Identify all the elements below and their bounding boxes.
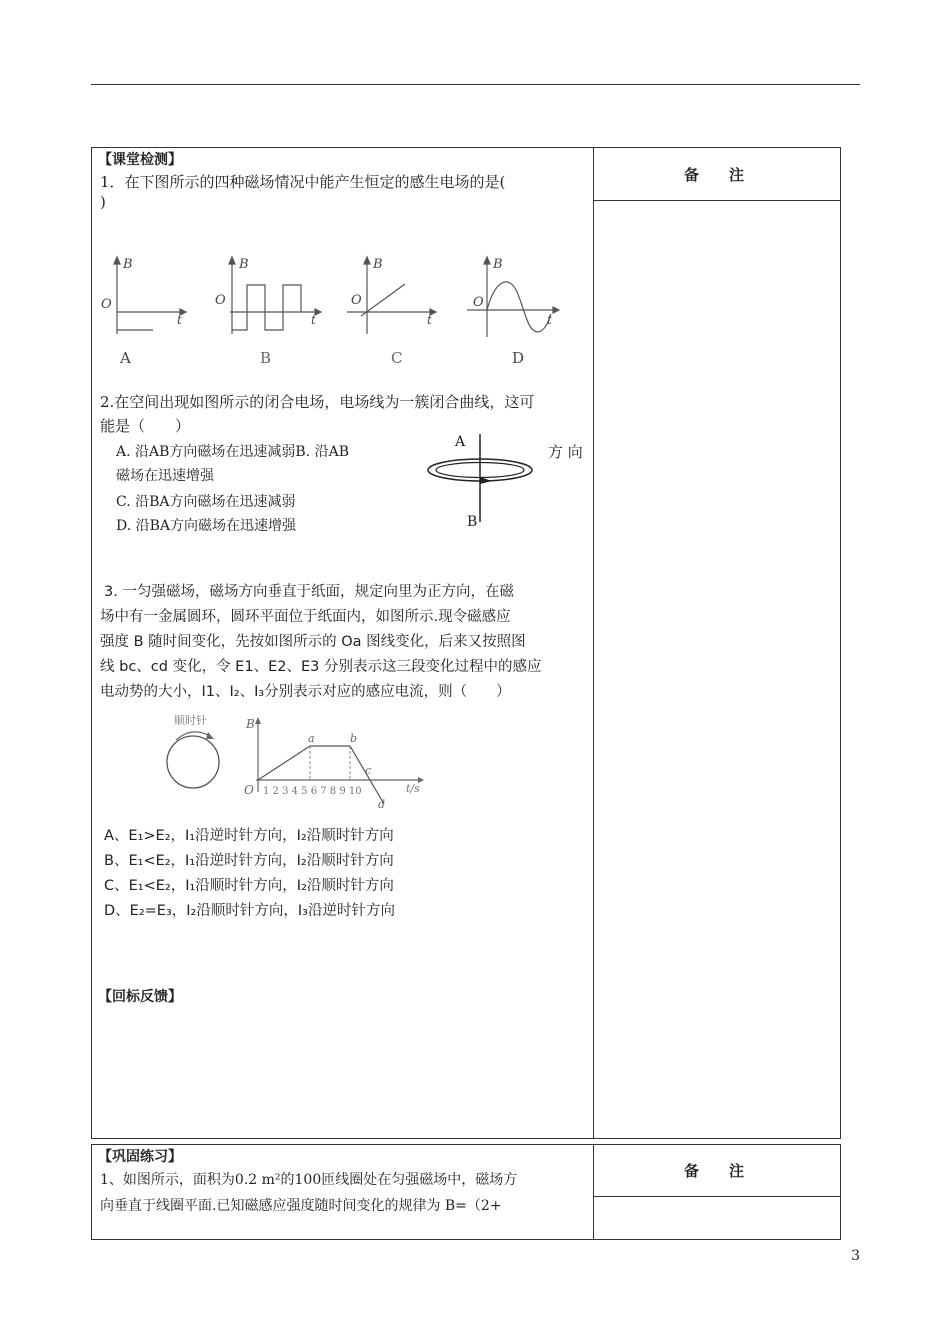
q3-point-c: c <box>365 764 372 777</box>
column-divider-2 <box>593 1144 594 1240</box>
graph-d-b-label: B <box>493 257 503 272</box>
page-number: 3 <box>851 1248 860 1264</box>
q3-line1: 3. 一匀强磁场，磁场方向垂直于纸面，规定向里为正方向，在磁 <box>104 584 514 600</box>
q3-clockwise-label: 顺时针 <box>174 714 207 727</box>
q3-point-b: b <box>350 732 358 745</box>
practice-line1: 1、如图所示，面积为0.2 m²的100匝线圈处在匀强磁场中，磁场方 <box>100 1172 518 1188</box>
graph-label-c: C <box>391 349 403 367</box>
q2-line1: 2.在空间出现如图所示的闭合电场，电场线为一簇闭合曲线，这可 <box>100 393 535 411</box>
section-heading-classroom-test: 【课堂检测】 <box>98 152 182 168</box>
graph-label-a: A <box>120 349 131 367</box>
graph-b-t-label: t <box>311 313 316 327</box>
graph-d-o-label: O <box>473 295 484 310</box>
q2-option-c: C. 沿BA方向磁场在迅速减弱 <box>116 494 296 510</box>
q3-line5: 电动势的大小，I1、I₂、I₃分别表示对应的感应电流，则（ ） <box>100 684 511 700</box>
q2-option-d: D. 沿BA方向磁场在迅速增强 <box>116 518 297 534</box>
graph-a-b-label: B <box>123 257 133 272</box>
q2-field-figure <box>420 430 550 530</box>
header-rule <box>91 84 860 85</box>
q3-line2: 场中有一金属圆环，圆环平面位于纸面内，如图所示.现令磁感应 <box>100 609 511 625</box>
graph-c-b-label: B <box>373 257 383 272</box>
section-heading-feedback: 【回标反馈】 <box>98 989 182 1005</box>
q2-figure-label-a: A <box>455 434 466 450</box>
q3-point-a: a <box>308 732 315 745</box>
q2-figure-label-b: B <box>467 514 478 530</box>
note-header: 备注 <box>684 166 775 184</box>
q1-line2: ) <box>100 193 106 211</box>
practice-line2: 向垂直于线圈平面.已知磁感应强度随时间变化的规律为 B=（2+ <box>100 1198 502 1214</box>
q3-option-d: D、E₂=E₃，I₂沿顺时针方向，I₃沿逆时针方向 <box>104 903 395 919</box>
graph-c-o-label: O <box>351 293 362 308</box>
q3-figure <box>162 712 442 812</box>
column-divider <box>593 147 594 1139</box>
q2-option-b: 磁场在迅速增强 <box>116 468 214 484</box>
q3-point-d: d <box>378 798 386 811</box>
note-header-divider <box>593 200 841 201</box>
q3-line4: 线 bc、cd 变化，令 E1、E2、E3 分别表示这三段变化过程中的感应 <box>100 659 542 675</box>
graph-label-d: D <box>512 349 525 367</box>
q2-option-a: A. 沿AB方向磁场在迅速减弱B. 沿AB <box>116 444 349 460</box>
q3-t-label: t/s <box>406 782 420 795</box>
q2-option-a-tail: 方 向 <box>548 443 583 461</box>
q1-line1: 1．在下图所示的四种磁场情况中能产生恒定的感生电场的是( <box>100 173 506 191</box>
q3-option-b: B、E₁<E₂，I₁沿逆时针方向，I₂沿顺时针方向 <box>104 853 394 869</box>
q3-b-axis-label: B <box>246 717 255 731</box>
graph-a-o-label: O <box>101 297 112 312</box>
q3-option-a: A、E₁>E₂，I₁沿逆时针方向，I₂沿顺时针方向 <box>104 828 394 844</box>
q3-option-c: C、E₁<E₂，I₁沿顺时针方向，I₂沿顺时针方向 <box>104 878 394 894</box>
note-header-2: 备注 <box>684 1162 775 1180</box>
q3-line3: 强度 B 随时间变化，先按如图所示的 Oa 图线变化，后来又按照图 <box>100 634 526 650</box>
practice-table <box>91 1144 841 1240</box>
q2-line2: 能是（ ） <box>100 417 191 435</box>
graph-d-t-label: t <box>547 313 552 327</box>
section-heading-practice: 【巩固练习】 <box>98 1149 182 1165</box>
graph-a-t-label: t <box>177 313 182 327</box>
graph-c-t-label: t <box>427 313 432 327</box>
q1-graphs <box>95 252 575 372</box>
graph-label-b: B <box>260 349 272 367</box>
note-header-divider-2 <box>593 1196 841 1197</box>
q3-origin-label: O <box>244 783 254 797</box>
q3-ticks: 1 2 3 4 5 6 7 8 9 10 <box>263 786 362 797</box>
graph-b-b-label: B <box>239 257 249 272</box>
graph-b-o-label: O <box>215 293 226 308</box>
